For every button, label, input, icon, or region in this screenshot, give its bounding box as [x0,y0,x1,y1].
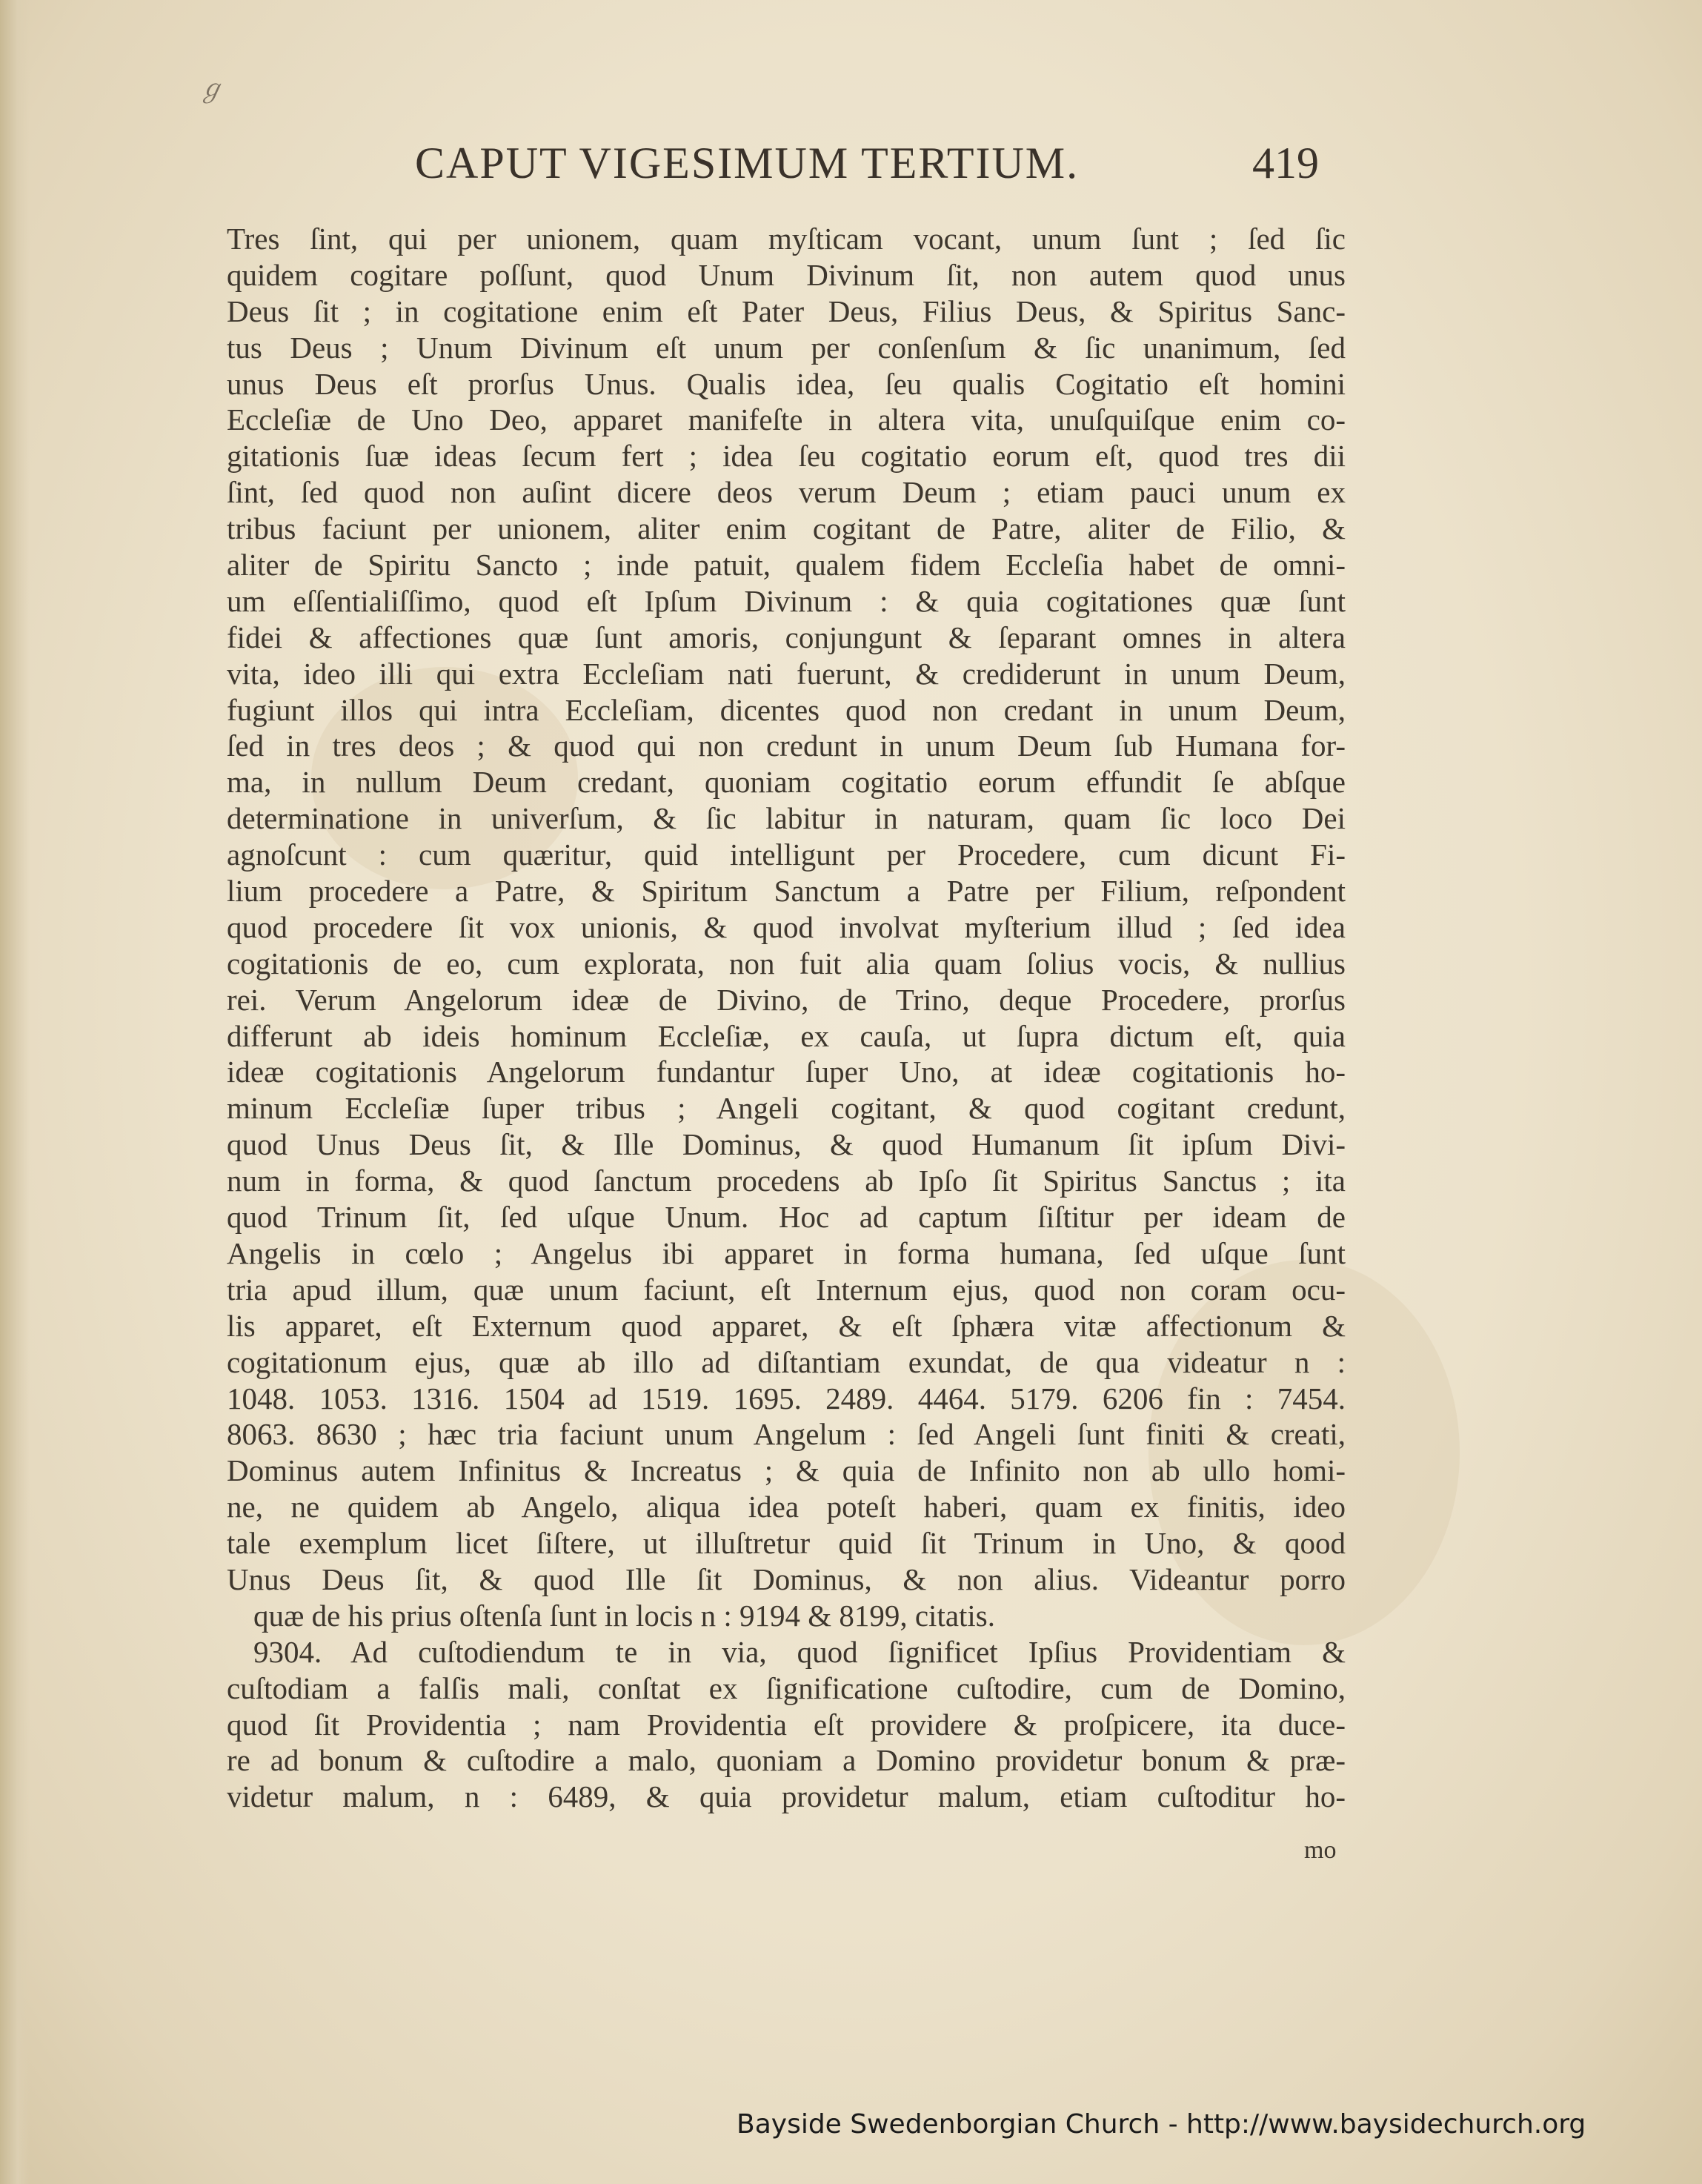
text-line: lis apparet, eſt Externum quod apparet, & eſt ſphæra vitæ affectionum & [227,1308,1346,1343]
text-line: Eccleſiæ de Uno Deo, apparet manifeſte in altera vita, unuſquiſque enim co- [227,402,1346,437]
text-line: quod ſit Providentia ; nam Providentia eſt providere & proſpicere, ita duce- [227,1707,1346,1742]
watermark-credit: Bayside Swedenborgian Church - http://www.baysidechurch.org [737,2109,1586,2140]
text-line: unus Deus eſt prorſus Unus. Qualis idea, ſeu qualis Cogitatio eſt homini [227,366,1346,401]
text-line: tria apud illum, quæ unum faciunt, eſt Internum ejus, quod non coram ocu- [227,1272,1346,1307]
text-line: fidei & affectiones quæ ſunt amoris, conjungunt & ſeparant omnes in altera [227,620,1346,654]
paragraph-start-line: 9304. Ad cuſtodiendum te in via, quod ſignificet Ipſius Providentiam & [253,1634,1346,1669]
catchword: mo [1304,1836,1337,1864]
text-line: quidem cogitare poſſunt, quod Unum Divinum ſit, non autem quod unus [227,257,1346,292]
text-line: aliter de Spiritu Sancto ; inde patuit, qualem fidem Eccleſia habet de omni- [227,548,1346,582]
text-line: Deus ſit ; in cogitatione enim eſt Pater Deus, Filius Deus, & Spiritus Sanc- [227,293,1346,328]
text-line: gitationis ſuæ ideas ſecum fert ; idea ſeu cogitatio eorum eſt, quod tres dii [227,439,1346,474]
running-head: CAPUT VIGESIMUM TERTIUM. [415,139,1080,187]
text-line: Dominus autem Infinitus & Increatus ; & quia de Infinito non ab ullo homi- [227,1453,1346,1488]
text-line: tale exemplum licet ſiſtere, ut illuſtretur quid ſit Trinum in Uno, & qood [227,1526,1346,1561]
page-binding-edge [0,0,30,2184]
text-line: minum Eccleſiæ ſuper tribus ; Angeli cogitant, & quod cogitant credunt, [227,1091,1346,1126]
margin-pencil-mark: ℊ [199,74,224,104]
text-line: videtur malum, n : 6489, & quia providetur malum, etiam cuſtoditur ho- [227,1779,1346,1814]
text-line: 8063. 8630 ; hæc tria faciunt unum Angelum : ſed Angeli ſunt finiti & creati, [227,1417,1346,1452]
text-line: quod Unus Deus ſit, & Ille Dominus, & quod Humanum ſit ipſum Divi- [227,1127,1346,1162]
text-line: cuſtodiam a falſis mali, conſtat ex ſignificatione cuſtodire, cum de Domino, [227,1670,1346,1705]
page-header [415,138,1334,197]
text-line: Angelis in cœlo ; Angelus ibi apparet in forma humana, ſed uſque ſunt [227,1235,1346,1270]
text-line: num in forma, & quod ſanctum procedens ab Ipſo ſit Spiritus Sanctus ; ita [227,1164,1346,1198]
text-line: lium procedere a Patre, & Spiritum Sanctum a Patre per Filium, reſpondent [227,874,1346,909]
text-line: Tres ſint, qui per unionem, quam myſticam vocant, unum ſunt ; ſed ſic [227,222,1346,256]
text-line: ma, in nullum Deum credant, quoniam cogitatio eorum effundit ſe abſque [227,765,1346,800]
text-line: ne, ne quidem ab Angelo, aliqua idea poteſt haberi, quam ex finitis, ideo [227,1490,1346,1524]
text-line: tus Deus ; Unum Divinum eſt unum per conſenſum & ſic unanimum, ſed [227,330,1346,365]
text-line: determinatione in univerſum, & ſic labitur in naturam, quam ſic loco Dei [227,801,1346,836]
text-line: ſed in tres deos ; & quod qui non credunt in unum Deum ſub Humana for- [227,728,1346,763]
text-line: differunt ab ideis hominum Eccleſiæ, ex cauſa, ut ſupra dictum eſt, quia [227,1018,1346,1053]
text-line: rei. Verum Angelorum ideæ de Divino, de Trino, deque Procedere, prorſus [227,982,1346,1017]
text-line: agnoſcunt : cum quæritur, quid intelligunt per Procedere, cum dicunt Fi- [227,837,1346,872]
text-line: fugiunt illos qui intra Eccleſiam, dicentes quod non credant in unum Deum, [227,692,1346,727]
text-line: cogitationum ejus, quæ ab illo ad diſtantiam exundat, de qua videatur n : [227,1344,1346,1379]
text-line: Unus Deus ſit, & quod Ille ſit Dominus, & non alius. Videantur porro [227,1561,1346,1596]
text-line: ideæ cogitationis Angelorum fundantur ſuper Uno, at ideæ cogitationis ho- [227,1055,1346,1089]
body-text [227,221,1346,1815]
text-line: um eſſentialiſſimo, quod eſt Ipſum Divinum : & quia cogitationes quæ ſunt [227,583,1346,618]
text-line: quod Trinum ſit, ſed uſque Unum. Hoc ad captum ſiſtitur per ideam de [227,1200,1346,1235]
text-line: cogitationis de eo, cum explorata, non fuit alia quam ſolius vocis, & nullius [227,946,1346,980]
text-line: tribus faciunt per unionem, aliter enim cogitant de Patre, aliter de Filio, & [227,511,1346,546]
text-line: quod procedere ſit vox unionis, & quod involvat myſterium illud ; ſed idea [227,909,1346,944]
text-line: quæ de his prius oſtenſa ſunt in locis n : 9194 & 8199, citatis. [253,1598,996,1633]
text-line: ſint, ſed quod non auſint dicere deos verum Deum ; etiam pauci unum ex [227,475,1346,510]
text-line: vita, ideo illi qui extra Eccleſiam nati fuerunt, & crediderunt in unum Deum, [227,656,1346,691]
text-line: re ad bonum & cuſtodire a malo, quoniam a Domino providetur bonum & præ- [227,1743,1346,1778]
text-line: 1048. 1053. 1316. 1504 ad 1519. 1695. 2489. 4464. 5179. 6206 fin : 7454. [227,1381,1346,1415]
page-number: 419 [1252,139,1319,187]
